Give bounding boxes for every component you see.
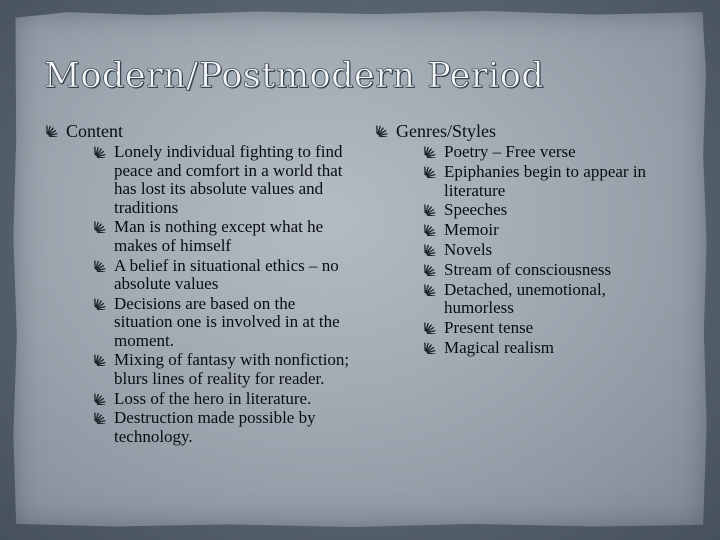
radiating-bullet-icon (424, 146, 436, 158)
genre-item (396, 201, 676, 219)
radiating-bullet-icon (94, 298, 106, 310)
genre-item (396, 221, 676, 239)
content-item (66, 143, 358, 217)
content-item (66, 390, 358, 408)
genres-list (396, 143, 676, 357)
slide-title: Modern/Postmodern Period (44, 56, 545, 96)
radiating-bullet-icon (94, 412, 106, 424)
content-item-text: Mixing of fantasy with nonfiction; blurs lines of reality for reader. (114, 350, 350, 388)
content-item-text: Lonely individual fighting to find peace and comfort in a world that has lost its absolute values and traditions (114, 142, 343, 217)
genre-item (396, 319, 676, 337)
radiating-bullet-icon (94, 393, 106, 405)
content-item-text: Destruction made possible by technology. (114, 408, 316, 446)
genre-item (396, 163, 676, 200)
content-list (66, 143, 358, 446)
genres-column (376, 121, 676, 358)
content-heading-item (46, 121, 358, 446)
radiating-bullet-icon (94, 354, 106, 366)
radiating-bullet-icon (424, 204, 436, 216)
radiating-bullet-icon (424, 322, 436, 334)
radiating-bullet-icon (424, 224, 436, 236)
content-item (66, 295, 358, 350)
genre-item (396, 241, 676, 259)
genres-heading-item (376, 121, 676, 357)
genre-item (396, 339, 676, 357)
radiating-bullet-icon (46, 125, 58, 137)
content-item-text: A belief in situational ethics – no absolute values (114, 255, 339, 294)
content-item (66, 218, 358, 255)
genre-item (396, 143, 676, 161)
content-item (66, 351, 358, 388)
genre-item-text: Magical realism (444, 337, 554, 357)
genre-item-text: Present tense (444, 317, 534, 337)
genre-item-text: Epiphanies begin to appear in literature (444, 162, 647, 200)
content-item (66, 257, 358, 294)
content-column (46, 121, 358, 448)
radiating-bullet-icon (424, 244, 436, 256)
radiating-bullet-icon (94, 221, 106, 233)
content-item-text: Decisions are based on the situation one is involved in at the moment. (114, 293, 340, 350)
genres-heading: Genres/Styles (396, 121, 496, 141)
radiating-bullet-icon (94, 146, 106, 158)
radiating-bullet-icon (424, 264, 436, 276)
content-item-text: Loss of the hero in literature. (114, 388, 312, 408)
content-item-text: Man is nothing except what he makes of himself (114, 217, 324, 255)
genre-item (396, 261, 676, 279)
radiating-bullet-icon (424, 342, 436, 354)
content-heading: Content (66, 121, 123, 141)
radiating-bullet-icon (424, 166, 436, 178)
genre-item-text: Novels (444, 239, 493, 259)
content-item (66, 409, 358, 446)
genre-item-text: Memoir (444, 220, 499, 240)
genre-item-text: Poetry – Free verse (444, 142, 576, 162)
genre-item-text: Stream of consciousness (444, 259, 612, 279)
radiating-bullet-icon (94, 260, 106, 272)
radiating-bullet-icon (424, 284, 436, 296)
genre-item-text: Speeches (444, 200, 508, 220)
radiating-bullet-icon (376, 125, 388, 137)
genre-item (396, 281, 676, 318)
genre-item-text: Detached, unemotional, humorless (444, 279, 606, 317)
